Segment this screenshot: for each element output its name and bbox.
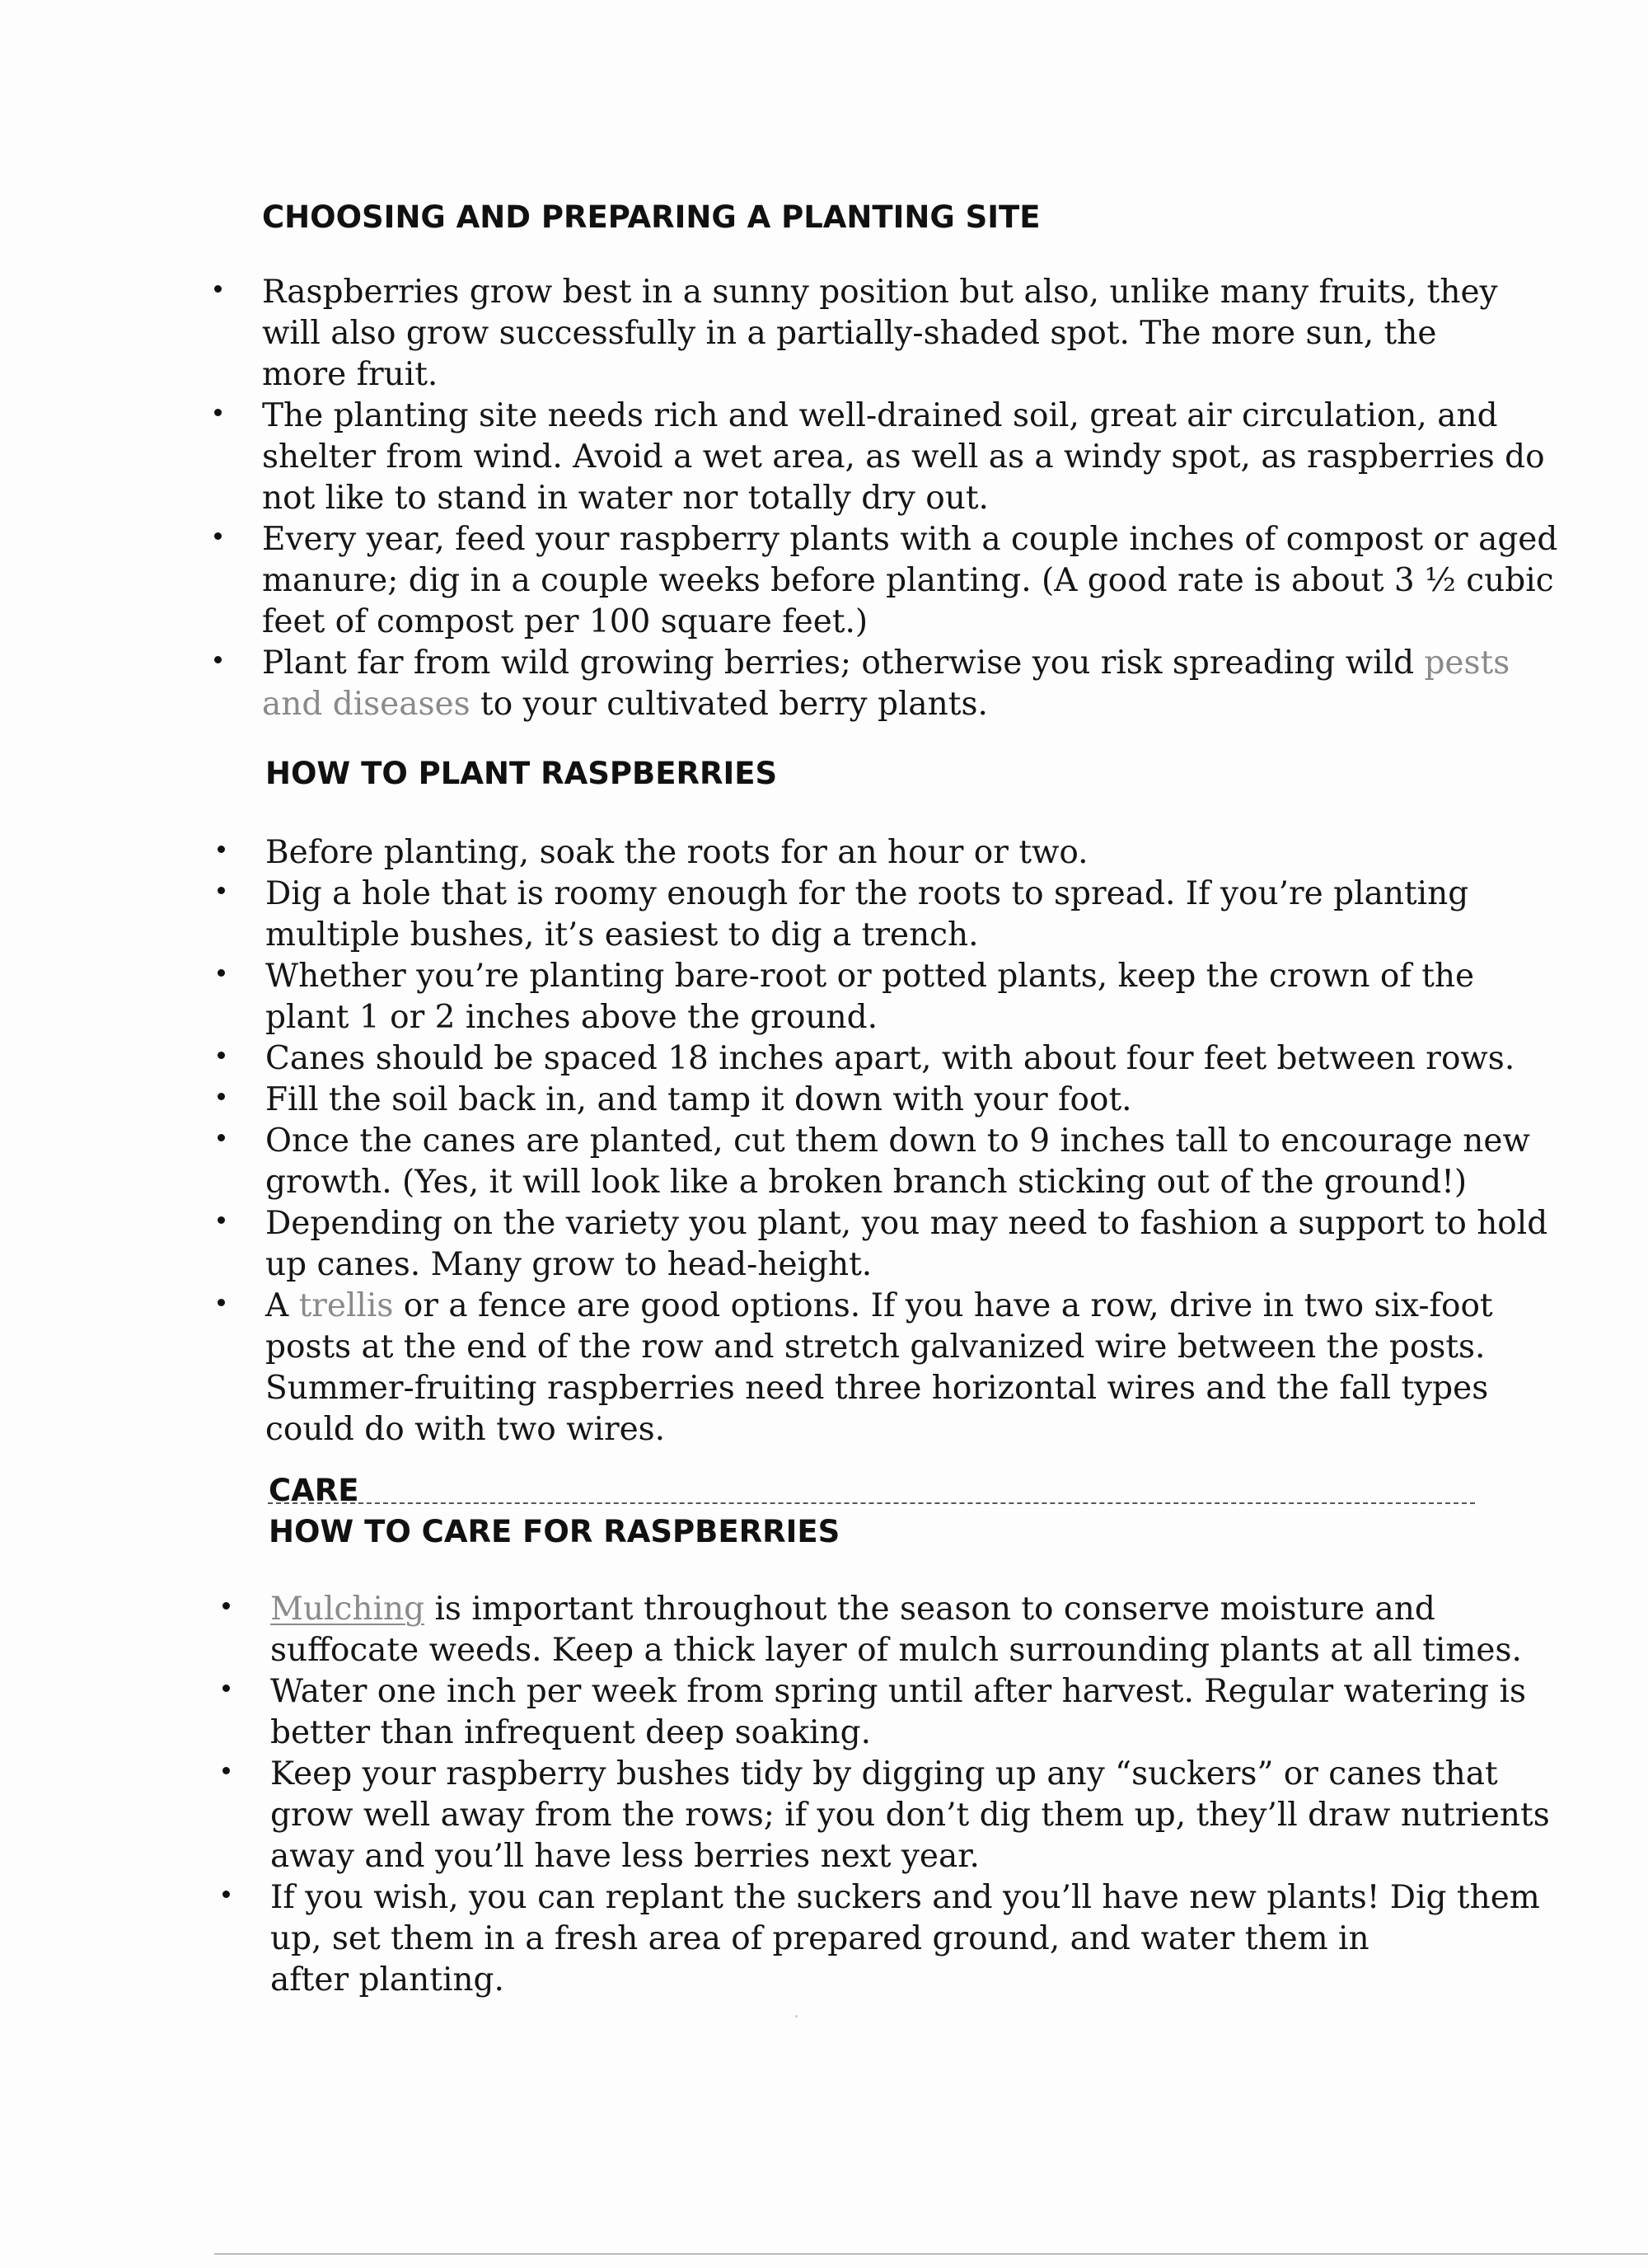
text-run: shelter from wind. Avoid a wet area, as well as a windy spot, as raspberries do [262,438,1545,476]
text-run: better than infrequent deep soaking. [270,1714,871,1751]
text-run: Depending on the variety you plant, you may need to fashion a support to hold [265,1205,1548,1242]
list-item [262,396,1557,519]
list-item-line [262,684,1557,725]
text-run: Plant far from wild growing berries; otherwise you risk spreading wild [262,644,1425,682]
list-item-line [270,1877,1550,1919]
text-run: manure; dig in a couple weeks before planting. (A good rate is about 3 ½ cubic [262,562,1554,599]
list-item [262,643,1557,725]
text-run: more fruit. [262,356,438,393]
bullet-icon [218,1299,225,1306]
list-item-line [265,1121,1547,1162]
list-item [265,1080,1547,1121]
list-item-line [270,1630,1550,1671]
text-run: after planting. [270,1961,504,1999]
list-item-line [262,313,1557,354]
text-run: suffocate weeds. Keep a thick layer of mulch surrounding plants at all times. [270,1632,1522,1669]
list-item [270,1754,1550,1877]
linked-term[interactable]: and diseases [262,686,471,723]
bullet-icon [222,1602,230,1610]
text-run: up, set them in a fresh area of prepared ground, and water them in [270,1920,1369,1957]
list-item-line [265,956,1547,997]
text-run: posts at the end of the row and stretch galvanized wire between the posts. [265,1328,1486,1366]
mulching-link[interactable]: Mulching [270,1591,425,1628]
text-run: Water one inch per week from spring until after harvest. Regular watering is [270,1673,1527,1710]
text-run: Dig a hole that is roomy enough for the roots to spread. If you’re planting [265,875,1469,912]
dashed-divider [268,1502,1475,1504]
text-run: Keep your raspberry bushes tidy by digging up any “suckers” or canes that [270,1755,1498,1792]
list-item-line [270,1919,1550,1960]
section-heading-how-to-plant: HOW TO PLANT RASPBERRIES [265,756,778,791]
text-run: or a fence are good options. If you have a row, drive in two six-foot [393,1287,1493,1324]
text-run: growth. (Yes, it will look like a broken branch sticking out of the ground!) [265,1164,1468,1201]
list-item-line [265,832,1547,874]
list-item [265,1121,1547,1203]
list-item-line [262,272,1557,313]
bullet-icon [218,1134,225,1141]
list-item-line [262,437,1557,478]
text-run: plant 1 or 2 inches above the ground. [265,999,878,1036]
list-item-line [262,602,1557,643]
list-item-line [270,1671,1550,1713]
planting-site-list [262,272,1557,725]
list-item-line [265,1203,1547,1244]
bullet-icon [214,532,222,540]
text-run: multiple bushes, it’s easiest to dig a trench. [265,916,979,954]
list-item-line [270,1836,1550,1877]
text-run: Once the canes are planted, cut them down to 9 inches tall to encourage new [265,1122,1530,1160]
text-run: will also grow successfully in a partially-shaded spot. The more sun, the [262,315,1437,352]
list-item-line [262,560,1557,602]
text-run: Summer-fruiting raspberries need three horizontal wires and the fall types [265,1370,1489,1407]
bullet-icon [222,1891,230,1898]
linked-term[interactable]: trellis [298,1287,394,1324]
list-item-line [265,997,1547,1038]
list-item-line [265,915,1547,956]
bullet-icon [218,1216,225,1224]
linked-term[interactable]: pests [1424,644,1510,682]
text-run: away and you’ll have less berries next year. [270,1838,980,1875]
list-item [270,1877,1550,2001]
text-run: up canes. Many grow to head-height. [265,1246,873,1283]
list-item-line [265,1286,1547,1327]
list-item-line [265,1327,1547,1368]
text-run: is important throughout the season to conserve moisture and [424,1591,1435,1628]
list-item [265,832,1547,874]
list-item-line [270,1713,1550,1754]
bullet-icon [218,1052,225,1059]
list-item-line [270,1589,1550,1630]
text-run: Fill the soil back in, and tamp it down with your foot. [265,1081,1132,1118]
list-item [270,1671,1550,1754]
text-run: A [265,1287,299,1324]
how-to-care-list [270,1589,1550,2001]
list-item-line [262,396,1557,437]
text-run: The planting site needs rich and well-drained soil, great air circulation, and [262,397,1498,434]
list-item-line [265,1080,1547,1121]
text-run: Every year, feed your raspberry plants with a couple inches of compost or aged [262,521,1558,558]
bullet-icon [222,1685,230,1692]
scan-speck [795,2015,798,2017]
bullet-icon [218,846,225,853]
text-run: feet of compost per 100 square feet.) [262,603,868,640]
list-item [270,1589,1550,1671]
list-item-line [265,1368,1547,1409]
list-item [265,1286,1547,1450]
list-item-line [270,1795,1550,1836]
text-run: not like to stand in water nor totally dry out. [262,480,989,517]
text-run: could do with two wires. [265,1411,666,1448]
how-to-plant-list [265,832,1547,1450]
list-item-line [270,1754,1550,1795]
bullet-icon [222,1767,230,1774]
bullet-icon [214,656,222,663]
list-item-line [262,519,1557,560]
list-item [262,272,1557,396]
text-run: Raspberries grow best in a sunny position but also, unlike many fruits, they [262,274,1498,311]
list-item [265,874,1547,956]
scan-bottom-edge [214,2253,1648,2255]
text-run: Whether you’re planting bare-root or potted plants, keep the crown of the [265,958,1475,995]
list-item-line [265,1038,1547,1080]
section-heading-how-to-care: HOW TO CARE FOR RASPBERRIES [269,1514,840,1549]
bullet-icon [214,409,222,416]
text-run: If you wish, you can replant the suckers and you’ll have new plants! Dig them [270,1879,1540,1916]
list-item [262,519,1557,643]
text-run: Before planting, soak the roots for an hour or two. [265,834,1089,871]
list-item [265,1203,1547,1286]
bullet-icon [218,887,225,894]
list-item-line [265,874,1547,915]
list-item-line [262,478,1557,519]
list-item-line [265,1162,1547,1203]
list-item [265,956,1547,1038]
list-item-line [262,354,1557,396]
list-item-line [270,1960,1550,2001]
list-item-line [265,1244,1547,1286]
section-heading-planting-site: CHOOSING AND PREPARING A PLANTING SITE [262,199,1041,235]
care-label: CARE [269,1473,359,1508]
text-run: grow well away from the rows; if you don’t dig them up, they’ll draw nutrients [270,1797,1550,1834]
list-item-line [265,1409,1547,1450]
bullet-icon [214,285,222,293]
bullet-icon [218,1093,225,1100]
text-run: to your cultivated berry plants. [470,686,988,723]
text-run: Canes should be spaced 18 inches apart, with about four feet between rows. [265,1040,1515,1077]
list-item [265,1038,1547,1080]
bullet-icon [218,969,225,977]
list-item-line [262,643,1557,684]
